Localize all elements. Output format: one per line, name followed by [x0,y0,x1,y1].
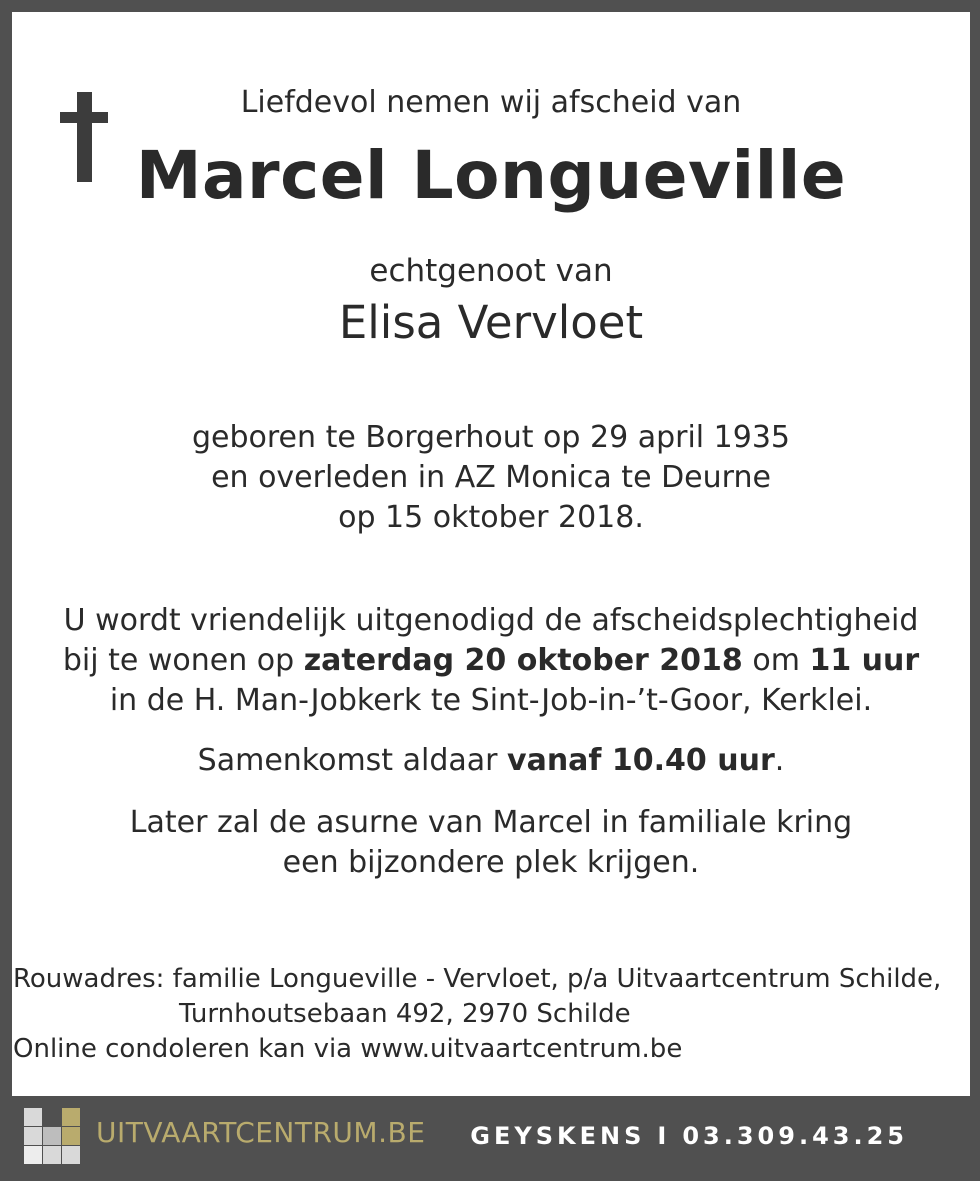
invitation-line: U wordt vriendelijk uitgenodigd de afscheidsplechtigheid [63,603,919,638]
gathering-time: vanaf 10.40 uur [507,743,775,778]
company-contact [470,1122,908,1150]
mourning-address [13,962,941,1067]
deceased-name: Marcel Longueville [135,137,847,214]
intro-text: Liefdevol nemen wij afscheid van [240,85,742,120]
ceremony-location: in de H. Man-Jobkerk te Sint-Job-in-’t-Goor, Kerklei. [109,683,873,718]
condolence-link-text: Online condoleren kan via www.uitvaartcentrum.be [13,1034,683,1064]
uitvaartcentrum-logo-icon [24,1108,80,1164]
separator: I [657,1122,671,1150]
death-line: en overleden in AZ Monica te Deurne [211,460,771,495]
funeral-invitation [12,601,970,721]
ceremony-date: zaterdag 20 oktober 2018 [303,643,743,678]
phone-number: 03.309.43.25 [682,1122,908,1150]
birth-line: geboren te Borgerhout op 29 april 1935 [191,420,791,455]
urn-note [12,803,970,883]
gathering-info: Samenkomst aldaar vanaf 10.40 uur. [197,743,785,778]
brand-name: UITVAARTCENTRUM.BE [96,1116,426,1149]
ceremony-datetime-line: bij te wonen op zaterdag 20 oktober 2018 om 11 uur [62,643,920,678]
address-line: Rouwadres: familie Longueville - Vervloet, p/a Uitvaartcentrum Schilde, [13,964,942,994]
ceremony-time: 11 uur [809,643,920,678]
company-name: GEYSKENS [470,1122,646,1150]
address-street: Turnhoutsebaan 492, 2970 Schilde [179,999,631,1029]
spouse-name: Elisa Vervloet [338,296,644,349]
birth-death-details [12,418,970,538]
spouse-intro-text: echtgenoot van [369,253,613,289]
footer-banner [12,1096,970,1181]
obituary-card [12,12,970,1096]
death-date-line: op 15 oktober 2018. [338,500,644,535]
urn-note-line: Later zal de asurne van Marcel in familiale kring [129,805,853,840]
urn-note-line: een bijzondere plek krijgen. [282,845,700,880]
